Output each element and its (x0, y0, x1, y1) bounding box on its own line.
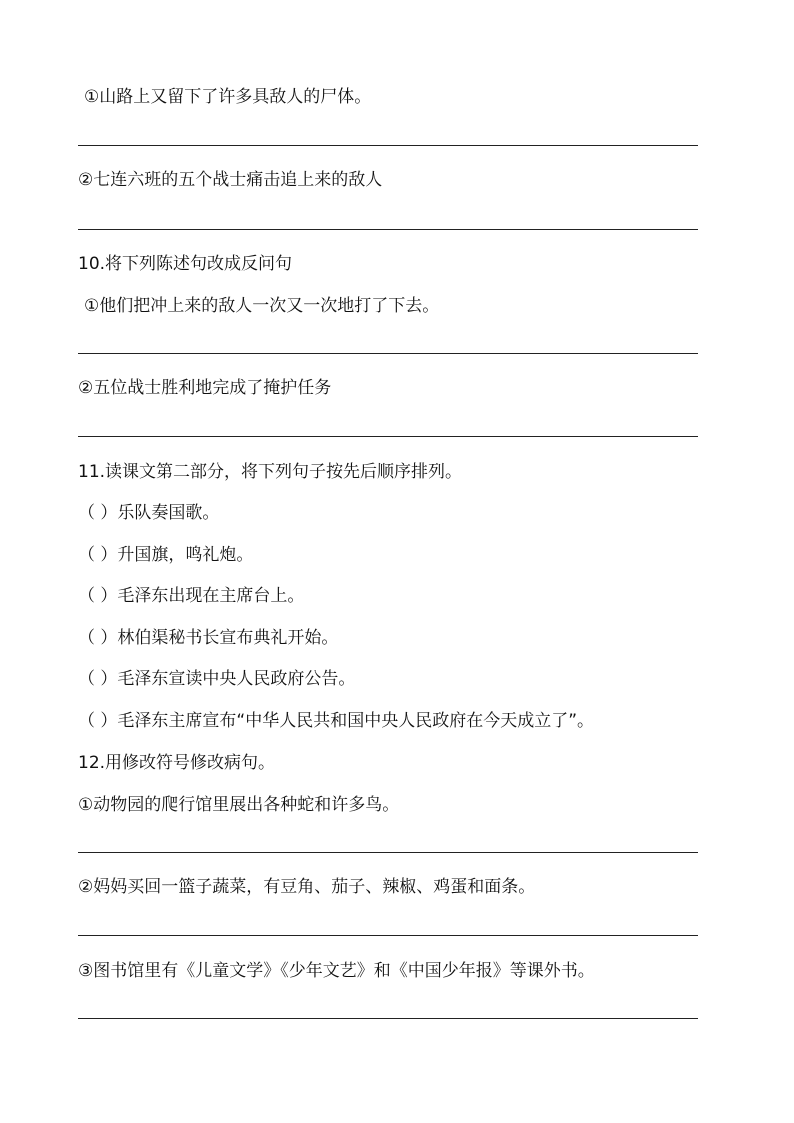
q10-sentence-1: ①他们把冲上来的敌人一次又一次地打了下去。 (84, 296, 440, 316)
q10-answer-line-1[interactable] (78, 353, 698, 354)
q10-answer-line-2[interactable] (78, 436, 698, 437)
q11-title: 11.读课文第二部分，将下列句子按先后顺序排列。 (78, 462, 463, 482)
q12-sentence-2: ②妈妈买回一篮子蔬菜，有豆角、茄子、辣椒、鸡蛋和面条。 (78, 877, 536, 897)
q11-item-5: （ ）毛泽东宣读中央人民政府公告。 (78, 669, 356, 689)
q11-item-4: （ ）林伯渠秘书长宣布典礼开始。 (78, 628, 339, 648)
q9-answer-line-1[interactable] (78, 145, 698, 146)
q12-answer-line-1[interactable] (78, 852, 698, 853)
q11-item-6: （ ）毛泽东主席宣布“中华人民共和国中央人民政府在今天成立了”。 (78, 711, 595, 731)
q9-sentence-2: ②七连六班的五个战士痛击追上来的敌人 (78, 170, 383, 190)
q12-sentence-3: ③图书馆里有《儿童文学》《少年文艺》和《中国少年报》等课外书。 (78, 961, 595, 981)
q12-answer-line-3[interactable] (78, 1018, 698, 1019)
q11-item-3: （ ）毛泽东出现在主席台上。 (78, 586, 305, 606)
q11-item-2: （ ）升国旗，鸣礼炮。 (78, 545, 254, 565)
q11-item-1: （ ）乐队奏国歌。 (78, 503, 220, 523)
q10-title: 10.将下列陈述句改成反问句 (78, 254, 293, 274)
q10-sentence-2: ②五位战士胜利地完成了掩护任务 (78, 378, 332, 398)
q12-title: 12.用修改符号修改病句。 (78, 753, 276, 773)
q9-answer-line-2[interactable] (78, 229, 698, 230)
q12-sentence-1: ①动物园的爬行馆里展出各种蛇和许多鸟。 (78, 795, 400, 815)
q12-answer-line-2[interactable] (78, 935, 698, 936)
q9-sentence-1: ①山路上又留下了许多具敌人的尸体。 (84, 87, 372, 107)
